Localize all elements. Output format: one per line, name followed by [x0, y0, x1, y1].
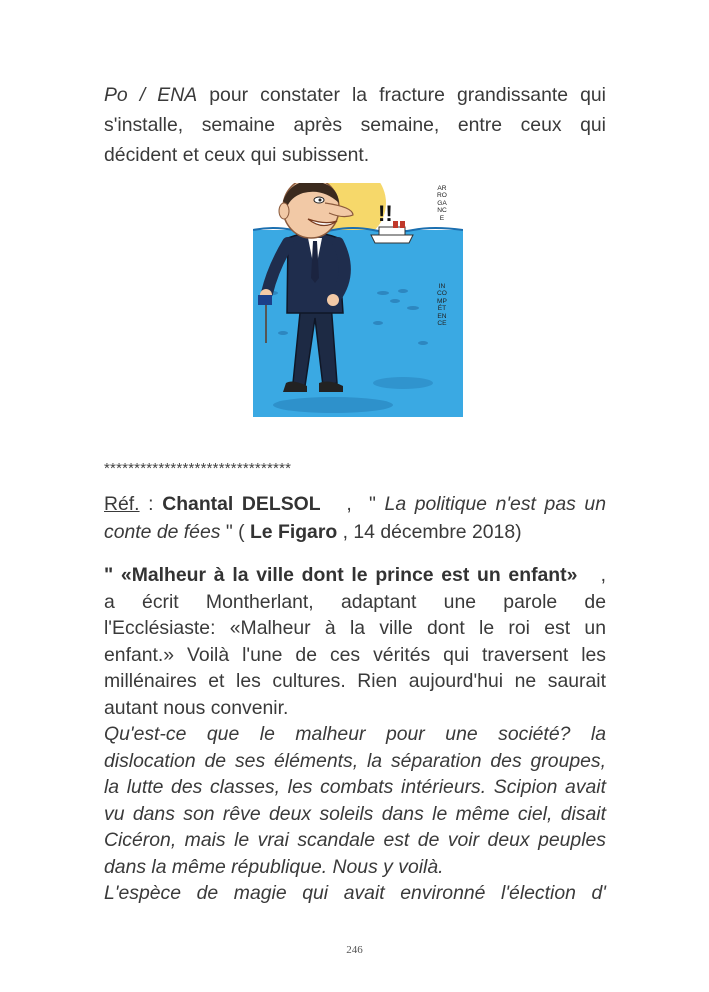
text-line: l'Ecclésiaste: «Malheur à la ville dont le roi est un	[104, 617, 606, 639]
ref-mid: , "	[320, 493, 385, 515]
page-number: 246	[346, 944, 363, 956]
text-line: Qu'est-ce que le malheur pour une société? la	[104, 723, 606, 745]
cartoon-svg	[253, 183, 463, 417]
text-line: décident et ceux qui subissent.	[104, 144, 370, 166]
ref-author: Chantal DELSOL	[162, 493, 321, 515]
text-line: enfant.» Voilà l'une de ces vérités qui traversent les	[104, 643, 606, 666]
exclaim-text: !!	[378, 201, 393, 226]
text-line: s'installe, semaine après semaine, entre ceux qui	[104, 114, 606, 136]
quote-block	[104, 562, 606, 907]
text-line: a écrit Montherlant, adaptant une parole de	[104, 590, 606, 613]
ref-label: Réf.	[104, 493, 140, 515]
ref-source: Le Figaro	[249, 521, 338, 543]
vertical-label-arrogance: ARROGANCE	[437, 185, 447, 222]
vertical-label-incompetence: INCOMPÉTENCE	[437, 283, 447, 328]
text-line: Cicéron, mais le vrai scandale est de voir deux peuples	[104, 829, 606, 851]
text-line	[104, 80, 606, 110]
ref-title-a: La politique n'est pas un	[384, 493, 606, 515]
line-text: ,	[577, 564, 606, 586]
text-line: dans la même république. Nous y voilà.	[104, 855, 444, 878]
reference-block	[104, 490, 606, 546]
text-line: millénaires et les cultures. Rien aujourd'hui ne saurait	[104, 670, 606, 692]
text-line	[104, 562, 606, 589]
text-line: vu dans son rêve deux soleils dans le même ciel, disait	[104, 802, 606, 825]
text-line: autant nous convenir.	[104, 696, 289, 719]
ref-after-title: " (	[220, 521, 250, 543]
eu-flag-shape	[258, 295, 272, 305]
quote-bold: " «Malheur à la ville dont le prince est un enfant»	[104, 564, 578, 586]
italic-text: Po / ENA	[104, 84, 198, 106]
intro-paragraph	[104, 80, 606, 170]
text-line: L'espèce de magie qui avait environné l'élection d'	[104, 882, 606, 904]
cartoon-illustration	[253, 183, 463, 417]
text-line: la lutte des classes, les combats intérieurs. Scipion avait	[104, 776, 606, 798]
separator-stars: *******************************	[104, 460, 292, 477]
text-line: dislocation de ses éléments, la séparation des groupes,	[104, 749, 606, 772]
reference-line	[104, 490, 606, 518]
ref-sep: :	[139, 493, 163, 515]
ref-title-b: conte de fées	[104, 521, 221, 543]
line-text: pour constater la fracture grandissante qui	[197, 84, 606, 106]
reference-line	[104, 518, 606, 546]
ref-date: , 14 décembre 2018)	[337, 521, 522, 543]
